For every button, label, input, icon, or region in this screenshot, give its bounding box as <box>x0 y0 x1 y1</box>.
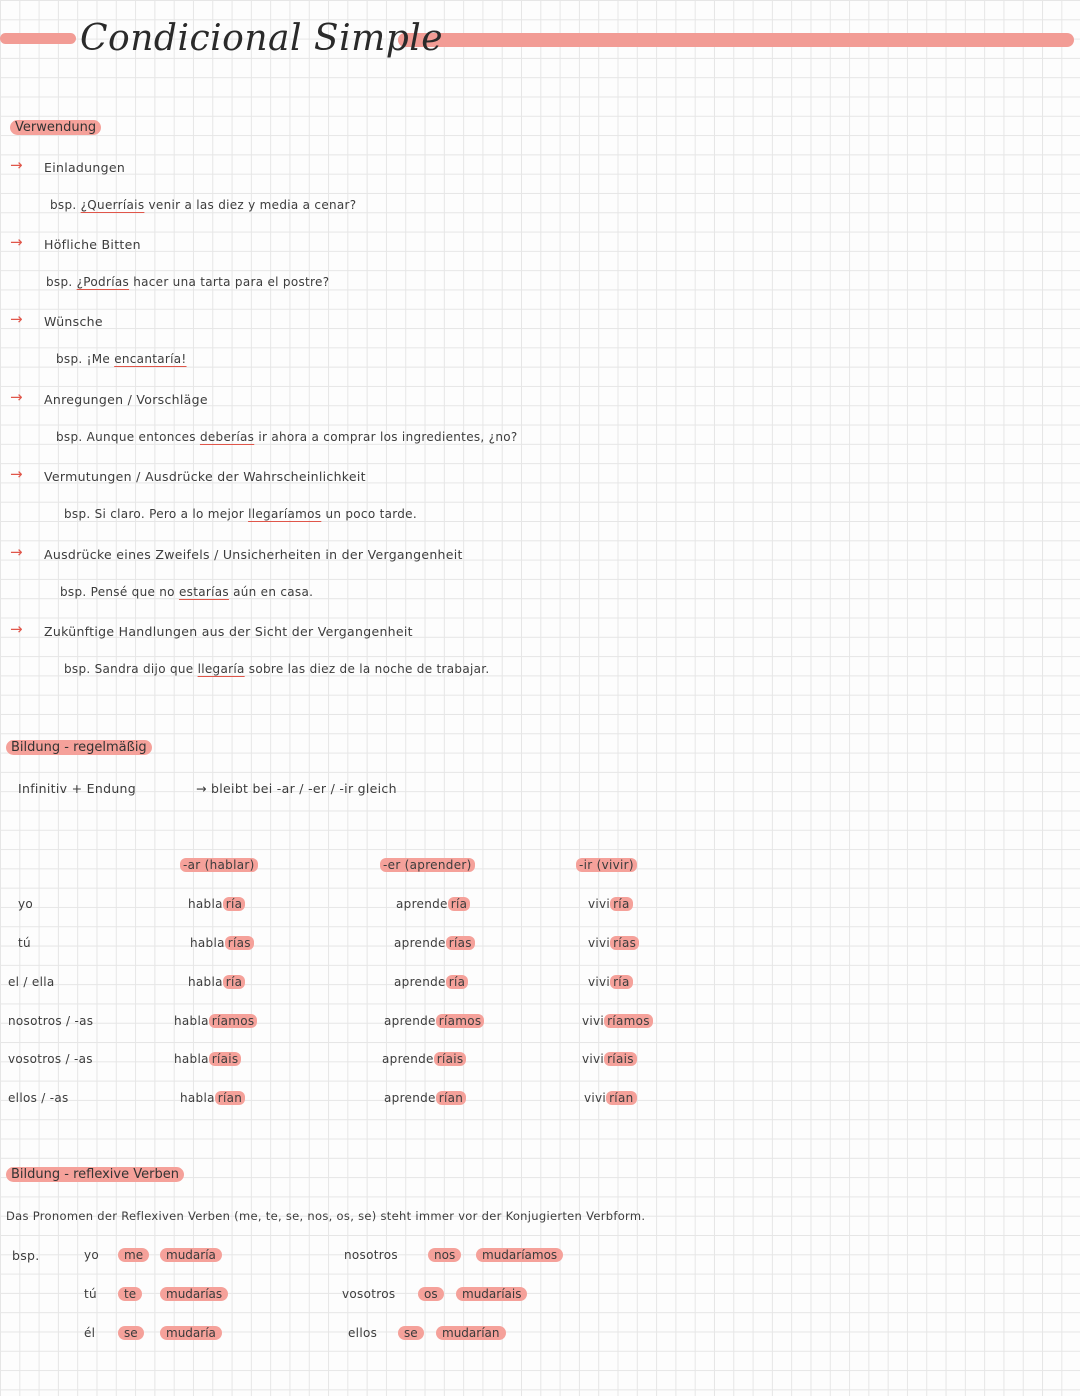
verb-stem: vivi <box>588 897 611 911</box>
verb-ending: rías <box>225 936 254 950</box>
verb-ending: ríamos <box>209 1014 258 1028</box>
rule-reflexiv: Das Pronomen der Reflexiven Verben (me, te, se, nos, os, se) steht immer vor der Konjugierten Verbform. <box>6 1209 646 1223</box>
pronoun-label: yo <box>18 897 34 911</box>
usage-label: Höfliche Bitten <box>44 237 141 252</box>
conjugated-form <box>584 1091 637 1105</box>
refl-verb: mudaría <box>160 1248 222 1262</box>
arrow-icon: → <box>10 310 23 328</box>
example-prefix: bsp. ¡Me <box>56 352 111 366</box>
verb-ending: ría <box>448 897 471 911</box>
example-conditional-verb: estarías <box>178 585 229 599</box>
refl-verb: mudaría <box>160 1326 222 1340</box>
pronoun-label: tú <box>18 936 31 950</box>
pronoun-label: ellos / -as <box>8 1091 69 1105</box>
reflexiv-bsp-label: bsp. <box>12 1248 40 1263</box>
verb-ending: ría <box>610 897 633 911</box>
conjugated-form <box>190 936 254 950</box>
conjugated-form <box>588 975 633 989</box>
refl-particle: se <box>398 1326 424 1340</box>
conjugated-form <box>394 936 475 950</box>
refl-verb: mudaríais <box>456 1287 527 1301</box>
verb-stem: habla <box>188 975 223 989</box>
verb-ending: ría <box>446 975 469 989</box>
refl-pronoun: tú <box>84 1287 97 1301</box>
refl-particle: me <box>118 1248 149 1262</box>
refl-pronoun: ellos <box>348 1326 378 1340</box>
verb-ending: ría <box>223 975 246 989</box>
example-conditional-verb: deberías <box>199 430 255 444</box>
refl-particle: se <box>118 1326 144 1340</box>
verb-stem: aprende <box>394 936 446 950</box>
refl-pronoun: yo <box>84 1248 100 1262</box>
column-header: -er (aprender) <box>380 858 475 872</box>
title-decoration-right <box>398 33 1074 47</box>
conjugated-form <box>582 1014 653 1028</box>
usage-example <box>60 585 313 599</box>
usage-example <box>56 430 518 444</box>
pronoun-label: nosotros / -as <box>8 1014 94 1028</box>
verb-ending: ríais <box>604 1052 637 1066</box>
usage-label: Ausdrücke eines Zweifels / Unsicherheiten in der Vergangenheit <box>44 547 463 562</box>
usage-label: Einladungen <box>44 160 126 175</box>
refl-pronoun: vosotros <box>342 1287 396 1301</box>
example-conditional-verb: ¿Querríais <box>80 198 145 212</box>
verb-stem: aprende <box>394 975 446 989</box>
verb-ending: ríamos <box>436 1014 485 1028</box>
conjugated-form <box>188 897 245 911</box>
example-prefix: bsp. Pensé que no <box>60 585 175 599</box>
example-rest: hacer una tarta para el postre? <box>133 275 330 289</box>
verb-ending: rías <box>610 936 639 950</box>
verb-ending: rían <box>606 1091 636 1105</box>
usage-label: Vermutungen / Ausdrücke der Wahrscheinlichkeit <box>44 469 366 484</box>
verb-ending: ríais <box>209 1052 242 1066</box>
verb-ending: ríamos <box>604 1014 653 1028</box>
rule-bleibt: → bleibt bei -ar / -er / -ir gleich <box>196 781 397 796</box>
title-decoration-left <box>0 33 76 44</box>
verb-stem: vivi <box>588 936 611 950</box>
verb-stem: habla <box>174 1052 209 1066</box>
verb-stem: vivi <box>582 1014 605 1028</box>
example-rest: sobre las diez de la noche de trabajar. <box>248 662 490 676</box>
conjugated-form <box>188 975 245 989</box>
verb-stem: aprende <box>396 897 448 911</box>
verb-stem: habla <box>188 897 223 911</box>
verb-ending: rías <box>446 936 475 950</box>
conjugated-form <box>384 1014 484 1028</box>
column-header: -ar (hablar) <box>180 858 258 872</box>
verb-stem: habla <box>190 936 225 950</box>
arrow-icon: → <box>10 156 23 174</box>
verb-stem: habla <box>174 1014 209 1028</box>
example-conditional-verb: llegaría <box>197 662 245 676</box>
example-conditional-verb: ¿Podrías <box>76 275 130 289</box>
arrow-icon: → <box>10 465 23 483</box>
conjugated-form <box>394 975 468 989</box>
example-prefix: bsp. Sandra dijo que <box>64 662 194 676</box>
usage-example <box>46 275 329 289</box>
arrow-icon: → <box>10 233 23 251</box>
refl-particle: nos <box>428 1248 461 1262</box>
arrow-icon: → <box>10 543 23 561</box>
refl-pronoun: él <box>84 1326 96 1340</box>
conjugated-form <box>174 1014 257 1028</box>
example-rest: un poco tarde. <box>325 507 417 521</box>
verb-stem: aprende <box>384 1014 436 1028</box>
verb-stem: aprende <box>382 1052 434 1066</box>
verb-stem: habla <box>180 1091 215 1105</box>
usage-example <box>50 198 356 212</box>
refl-verb: mudarían <box>436 1326 506 1340</box>
refl-particle: te <box>118 1287 142 1301</box>
usage-example <box>64 662 490 676</box>
verb-stem: vivi <box>588 975 611 989</box>
usage-label: Wünsche <box>44 314 103 329</box>
conjugated-form <box>174 1052 241 1066</box>
example-prefix: bsp. <box>50 198 77 212</box>
example-rest: venir a las diez y media a cenar? <box>148 198 357 212</box>
rule-infinitiv: Infinitiv + Endung <box>18 781 137 796</box>
pronoun-label: el / ella <box>8 975 55 989</box>
refl-verb: mudarías <box>160 1287 228 1301</box>
pronoun-label: vosotros / -as <box>8 1052 93 1066</box>
arrow-icon: → <box>10 620 23 638</box>
section-heading-verwendung: Verwendung <box>10 120 101 135</box>
refl-particle: os <box>418 1287 444 1301</box>
verb-stem: aprende <box>384 1091 436 1105</box>
conjugated-form <box>180 1091 245 1105</box>
example-prefix: bsp. Si claro. Pero a lo mejor <box>64 507 244 521</box>
verb-ending: ríais <box>434 1052 467 1066</box>
refl-verb: mudaríamos <box>476 1248 563 1262</box>
usage-example <box>64 507 417 521</box>
example-prefix: bsp. Aunque entonces <box>56 430 196 444</box>
refl-pronoun: nosotros <box>344 1248 398 1262</box>
arrow-icon: → <box>10 388 23 406</box>
conjugated-form <box>384 1091 466 1105</box>
conjugated-form <box>582 1052 637 1066</box>
verb-ending: rían <box>215 1091 245 1105</box>
example-rest: aún en casa. <box>233 585 314 599</box>
example-conditional-verb: encantaría! <box>114 352 187 366</box>
usage-example <box>56 352 187 366</box>
section-heading-reflexiv: Bildung - reflexive Verben <box>6 1167 184 1182</box>
verb-ending: rían <box>436 1091 466 1105</box>
verb-stem: vivi <box>584 1091 607 1105</box>
column-header: -ir (vivir) <box>576 858 637 872</box>
example-prefix: bsp. <box>46 275 73 289</box>
example-conditional-verb: llegaríamos <box>248 507 322 521</box>
verb-ending: ría <box>223 897 246 911</box>
conjugated-form <box>382 1052 466 1066</box>
verb-ending: ría <box>610 975 633 989</box>
usage-label: Zukünftige Handlungen aus der Sicht der Vergangenheit <box>44 624 413 639</box>
conjugated-form <box>588 936 639 950</box>
page-title: Condicional Simple <box>80 18 444 59</box>
conjugated-form <box>396 897 470 911</box>
example-rest: ir ahora a comprar los ingredientes, ¿no? <box>258 430 518 444</box>
conjugated-form <box>588 897 633 911</box>
section-heading-bildung: Bildung - regelmäßig <box>6 740 152 755</box>
usage-label: Anregungen / Vorschläge <box>44 392 208 407</box>
verb-stem: vivi <box>582 1052 605 1066</box>
